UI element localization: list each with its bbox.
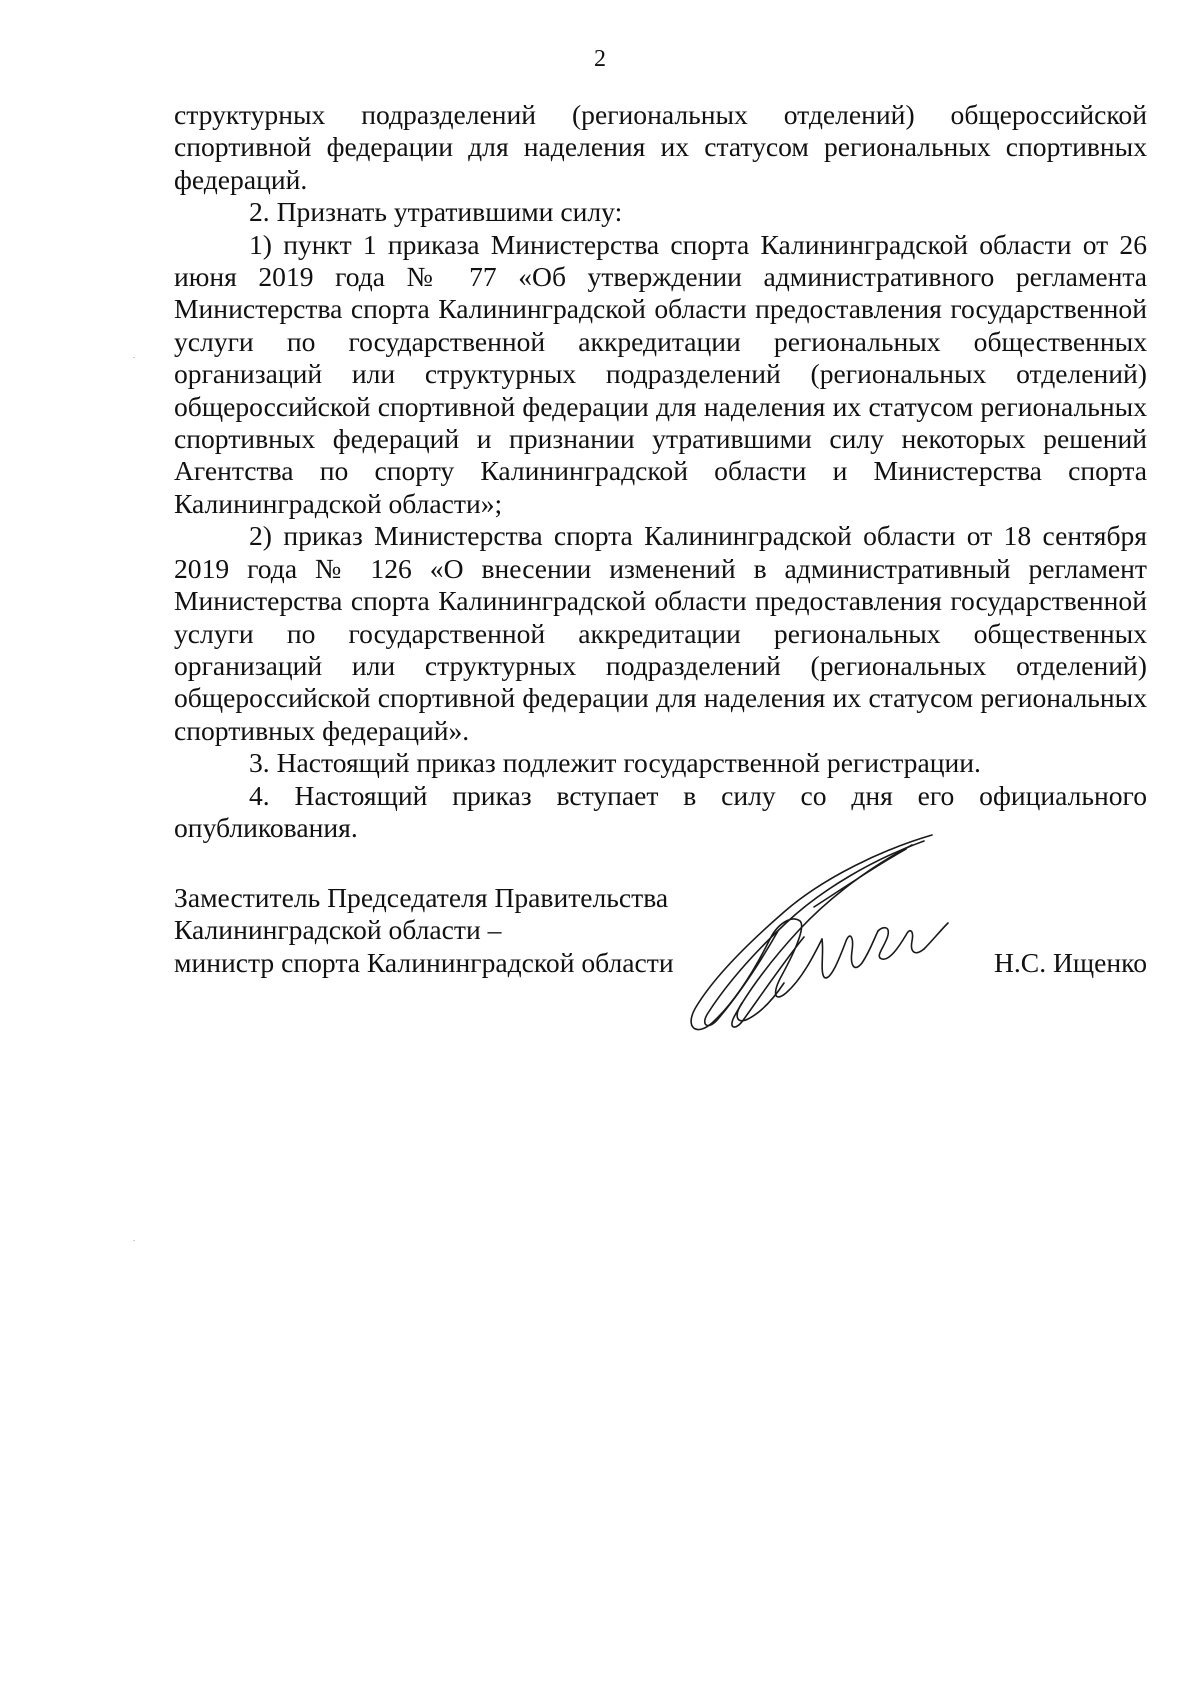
paragraph-continuation: структурных подразделений (региональных отделений) общероссийской спортивной федерации для наделения их статусом региональных спортивных федераций.: [174, 99, 1147, 195]
paragraph-item-4: 4. Настоящий приказ вступает в силу со дня его официального опубликования.: [174, 779, 1147, 843]
signature-block: [174, 882, 1147, 1032]
paragraph-item-2: 2. Признать утратившими силу:: [249, 196, 623, 228]
page-number: 2: [594, 46, 606, 72]
document-body: [174, 99, 1147, 844]
signer-position-line: министр спорта Калининградской области: [174, 946, 674, 978]
signer-position-line: Калининградской области –: [174, 914, 502, 946]
paragraph-subitem-2: 2) приказ Министерства спорта Калининградской области от 18 сентября 2019 года № 126 «О внесении изменений в административный регламент Министерства спорта Калининградской области предоставления государственной услуги по государственной аккредитации региональных общественных организаций или структурных подразделений (региональных отделений) общероссийской спортивной федерации для наделения их статусом региональных спортивных федераций».: [174, 520, 1147, 746]
signer-position: [174, 882, 674, 979]
signer-position-line: Заместитель Председателя Правительства: [174, 882, 669, 913]
paragraph-subitem-1: 1) пункт 1 приказа Министерства спорта Калининградской области от 26 июня 2019 года № 77 «Об утверждении административного регламента Министерства спорта Калининградской области предоставления государственной услуги по государственной аккредитации региональных общественных организаций или структурных подразделений (региональных отделений) общероссийской спортивной федерации для наделения их статусом региональных спортивных федераций и признании утратившими силу некоторых решений Агентства по спорту Калининградской области и Министерства спорта Калининградской области»;: [174, 228, 1147, 519]
scan-artifact: [133, 1240, 135, 1241]
paragraph-item-3: 3. Настоящий приказ подлежит государственной регистрации.: [249, 747, 981, 779]
scan-artifact: [133, 357, 135, 358]
signer-name: Н.С. Ищенко: [993, 946, 1147, 978]
handwritten-signature-icon: [674, 827, 954, 1037]
